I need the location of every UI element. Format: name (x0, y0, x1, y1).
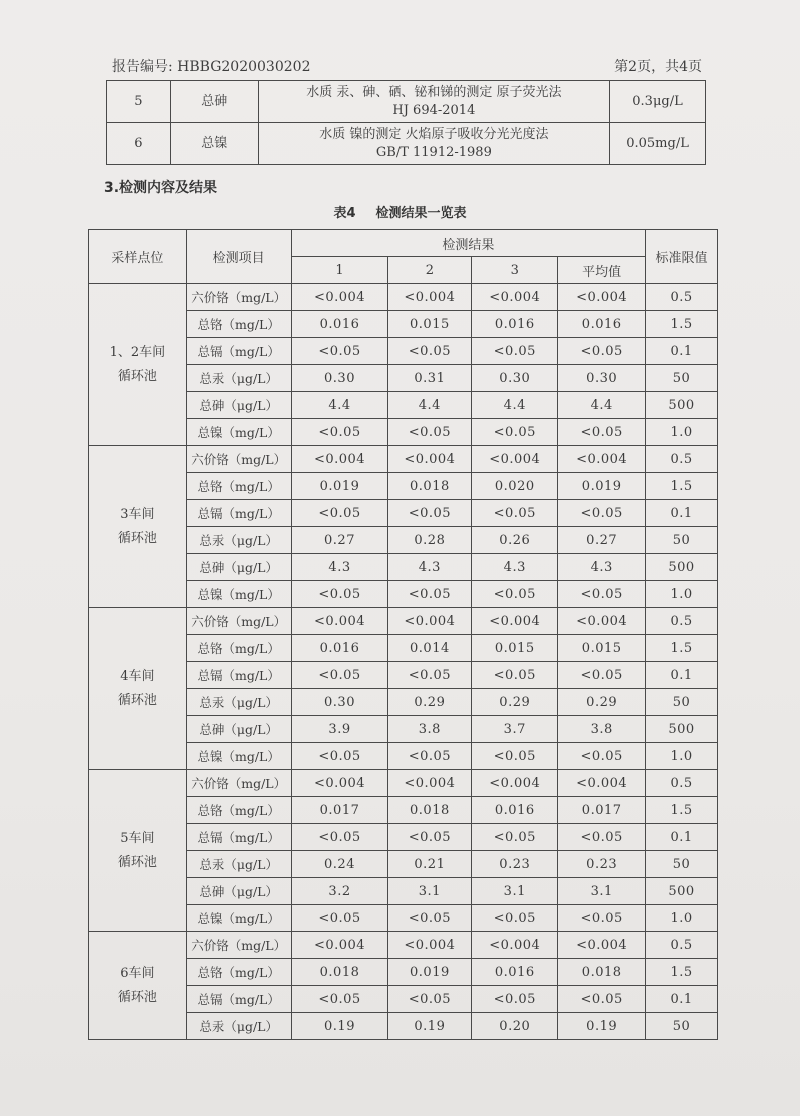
result-2: <0.05 (388, 905, 472, 932)
method-code: HJ 694-2014 (392, 102, 476, 118)
standard-limit: 500 (646, 878, 718, 905)
standard-limit: 500 (646, 392, 718, 419)
test-item: 总镍（mg/L） (186, 743, 291, 770)
test-item: 总铬（mg/L） (186, 311, 291, 338)
result-1: 0.016 (291, 311, 388, 338)
result-3: 0.26 (472, 527, 558, 554)
standard-limit: 1.0 (646, 419, 718, 446)
result-average: 3.8 (558, 716, 646, 743)
test-item: 总汞（μg/L） (186, 527, 291, 554)
test-item: 总镍（mg/L） (186, 905, 291, 932)
result-2: <0.05 (388, 419, 472, 446)
result-2: <0.05 (388, 743, 472, 770)
test-item: 六价铬（mg/L） (186, 446, 291, 473)
result-3: 0.016 (472, 797, 558, 824)
section-title: 3.检测内容及结果 (104, 180, 218, 196)
test-item: 总镉（mg/L） (186, 338, 291, 365)
result-average: <0.05 (558, 500, 646, 527)
standard-limit: 50 (646, 689, 718, 716)
result-average: 0.23 (558, 851, 646, 878)
standard-limit: 1.5 (646, 473, 718, 500)
table-caption (0, 202, 800, 221)
result-1: 3.2 (291, 878, 388, 905)
test-item: 总铬（mg/L） (186, 635, 291, 662)
result-2: 4.3 (388, 554, 472, 581)
table-row (89, 608, 718, 635)
result-3: <0.05 (472, 500, 558, 527)
result-1: <0.004 (291, 932, 388, 959)
test-item: 六价铬（mg/L） (186, 770, 291, 797)
result-2: 4.4 (388, 392, 472, 419)
result-1: <0.05 (291, 905, 388, 932)
result-3: <0.05 (472, 419, 558, 446)
result-2: 3.1 (388, 878, 472, 905)
result-3: 4.3 (472, 554, 558, 581)
method-detection-limit: 0.3μg/L (610, 81, 706, 123)
result-1: <0.05 (291, 419, 388, 446)
result-1: 0.30 (291, 365, 388, 392)
result-3: 0.015 (472, 635, 558, 662)
result-average: <0.05 (558, 905, 646, 932)
result-3: 0.020 (472, 473, 558, 500)
result-1: <0.05 (291, 743, 388, 770)
sampling-site-name: 6车间 (120, 965, 155, 981)
result-average: <0.004 (558, 284, 646, 311)
test-item: 总铬（mg/L） (186, 959, 291, 986)
sampling-site-name: 5车间 (120, 830, 155, 846)
standard-limit: 0.5 (646, 932, 718, 959)
test-item: 总汞（μg/L） (186, 689, 291, 716)
sampling-site (89, 770, 187, 932)
result-1: 4.3 (291, 554, 388, 581)
method-item: 总镍 (170, 123, 258, 165)
standard-limit: 1.5 (646, 797, 718, 824)
test-item: 总镍（mg/L） (186, 419, 291, 446)
result-3: <0.05 (472, 743, 558, 770)
sampling-site (89, 608, 187, 770)
column-header-average: 平均值 (558, 257, 646, 284)
sampling-site-type: 循环池 (117, 530, 157, 546)
sampling-site-name: 1、2车间 (109, 344, 166, 360)
table-header-row (89, 230, 718, 257)
report-number-label: 报告编号: (112, 59, 173, 75)
column-header-result-3: 3 (472, 257, 558, 284)
standard-limit: 1.0 (646, 743, 718, 770)
result-3: 0.23 (472, 851, 558, 878)
table-caption-title: 检测结果一览表 (375, 206, 467, 221)
result-2: <0.05 (388, 986, 472, 1013)
column-header-item: 检测项目 (186, 230, 291, 284)
standard-limit: 0.1 (646, 500, 718, 527)
result-2: <0.05 (388, 338, 472, 365)
test-item: 总砷（μg/L） (186, 878, 291, 905)
method-standard (258, 81, 609, 123)
test-item: 总汞（μg/L） (186, 1013, 291, 1040)
result-2: <0.05 (388, 500, 472, 527)
test-item: 总砷（μg/L） (186, 716, 291, 743)
result-2: <0.004 (388, 446, 472, 473)
standard-limit: 50 (646, 527, 718, 554)
result-average: 0.27 (558, 527, 646, 554)
sampling-site-type: 循环池 (117, 989, 157, 1005)
sampling-site-type: 循环池 (117, 368, 157, 384)
sampling-site (89, 446, 187, 608)
result-average: <0.05 (558, 662, 646, 689)
result-average: <0.05 (558, 743, 646, 770)
test-item: 总镉（mg/L） (186, 500, 291, 527)
result-3: <0.004 (472, 770, 558, 797)
result-3: <0.05 (472, 824, 558, 851)
result-3: 0.016 (472, 959, 558, 986)
result-1: <0.004 (291, 770, 388, 797)
result-average: 4.3 (558, 554, 646, 581)
standard-limit: 50 (646, 1013, 718, 1040)
standard-limit: 1.5 (646, 635, 718, 662)
result-average: <0.05 (558, 419, 646, 446)
result-3: 0.20 (472, 1013, 558, 1040)
result-average: 3.1 (558, 878, 646, 905)
method-no: 6 (107, 123, 171, 165)
result-1: 0.30 (291, 689, 388, 716)
methods-table (106, 80, 706, 165)
result-3: <0.004 (472, 608, 558, 635)
standard-limit: 0.1 (646, 824, 718, 851)
table-row (89, 770, 718, 797)
test-item: 总铬（mg/L） (186, 473, 291, 500)
result-2: 0.19 (388, 1013, 472, 1040)
result-2: 0.018 (388, 473, 472, 500)
result-average: <0.004 (558, 608, 646, 635)
result-1: <0.004 (291, 446, 388, 473)
standard-limit: 1.0 (646, 581, 718, 608)
result-1: <0.05 (291, 986, 388, 1013)
result-3: <0.004 (472, 932, 558, 959)
result-average: 4.4 (558, 392, 646, 419)
method-item: 总砷 (170, 81, 258, 123)
method-detection-limit: 0.05mg/L (610, 123, 706, 165)
column-header-result-2: 2 (388, 257, 472, 284)
column-header-site: 采样点位 (89, 230, 187, 284)
result-2: 0.29 (388, 689, 472, 716)
result-3: <0.05 (472, 986, 558, 1013)
table-row (107, 81, 706, 123)
result-2: <0.004 (388, 932, 472, 959)
table-row (107, 123, 706, 165)
column-header-result-1: 1 (291, 257, 388, 284)
result-average: 0.19 (558, 1013, 646, 1040)
standard-limit: 1.5 (646, 959, 718, 986)
standard-limit: 0.5 (646, 446, 718, 473)
result-3: <0.05 (472, 662, 558, 689)
result-average: 0.30 (558, 365, 646, 392)
column-header-limit: 标准限值 (646, 230, 718, 284)
table-row (89, 932, 718, 959)
result-1: <0.05 (291, 662, 388, 689)
result-2: <0.004 (388, 608, 472, 635)
report-number-value: HBBG2020030202 (177, 59, 311, 75)
result-1: 3.9 (291, 716, 388, 743)
result-3: 3.7 (472, 716, 558, 743)
standard-limit: 0.1 (646, 986, 718, 1013)
test-item: 总镉（mg/L） (186, 824, 291, 851)
method-code: GB/T 11912-1989 (375, 144, 492, 160)
standard-limit: 50 (646, 851, 718, 878)
result-average: 0.016 (558, 311, 646, 338)
result-1: 0.19 (291, 1013, 388, 1040)
result-3: <0.004 (472, 284, 558, 311)
result-2: 0.21 (388, 851, 472, 878)
result-1: <0.004 (291, 284, 388, 311)
sampling-site (89, 932, 187, 1040)
standard-limit: 1.5 (646, 311, 718, 338)
results-table (88, 229, 718, 1040)
report-number (112, 56, 310, 76)
result-average: 0.018 (558, 959, 646, 986)
test-item: 总砷（μg/L） (186, 554, 291, 581)
method-standard (258, 123, 609, 165)
result-1: 4.4 (291, 392, 388, 419)
result-2: 3.8 (388, 716, 472, 743)
result-1: <0.05 (291, 500, 388, 527)
result-2: <0.05 (388, 662, 472, 689)
result-1: 0.017 (291, 797, 388, 824)
result-2: <0.05 (388, 824, 472, 851)
sampling-site-name: 4车间 (120, 668, 155, 684)
test-item: 六价铬（mg/L） (186, 284, 291, 311)
table-row (89, 446, 718, 473)
standard-limit: 500 (646, 716, 718, 743)
result-3: <0.004 (472, 446, 558, 473)
sampling-site-type: 循环池 (117, 692, 157, 708)
column-header-results: 检测结果 (291, 230, 646, 257)
standard-limit: 0.1 (646, 662, 718, 689)
test-item: 总镉（mg/L） (186, 662, 291, 689)
standard-limit: 1.0 (646, 905, 718, 932)
test-item: 总镉（mg/L） (186, 986, 291, 1013)
result-2: <0.004 (388, 770, 472, 797)
test-item: 总汞（μg/L） (186, 365, 291, 392)
result-average: <0.05 (558, 338, 646, 365)
result-2: 0.019 (388, 959, 472, 986)
result-average: <0.004 (558, 770, 646, 797)
result-3: <0.05 (472, 338, 558, 365)
result-2: 0.018 (388, 797, 472, 824)
result-3: <0.05 (472, 581, 558, 608)
table-row (89, 284, 718, 311)
result-3: 0.29 (472, 689, 558, 716)
standard-limit: 0.5 (646, 608, 718, 635)
test-item: 六价铬（mg/L） (186, 608, 291, 635)
standard-limit: 500 (646, 554, 718, 581)
sampling-site-name: 3车间 (120, 506, 155, 522)
test-item: 总镍（mg/L） (186, 581, 291, 608)
standard-limit: 50 (646, 365, 718, 392)
result-3: 3.1 (472, 878, 558, 905)
result-3: <0.05 (472, 905, 558, 932)
result-average: 0.017 (558, 797, 646, 824)
test-item: 六价铬（mg/L） (186, 932, 291, 959)
sampling-site-type: 循环池 (117, 854, 157, 870)
standard-limit: 0.1 (646, 338, 718, 365)
result-1: 0.019 (291, 473, 388, 500)
result-1: 0.27 (291, 527, 388, 554)
method-no: 5 (107, 81, 171, 123)
result-3: 0.016 (472, 311, 558, 338)
result-1: <0.004 (291, 608, 388, 635)
standard-limit: 0.5 (646, 770, 718, 797)
result-2: 0.28 (388, 527, 472, 554)
result-average: <0.004 (558, 932, 646, 959)
result-average: 0.019 (558, 473, 646, 500)
page-info: 第2页，共4页 (614, 59, 702, 75)
result-average: <0.05 (558, 986, 646, 1013)
test-item: 总汞（μg/L） (186, 851, 291, 878)
result-average: <0.004 (558, 446, 646, 473)
result-average: 0.29 (558, 689, 646, 716)
result-3: 0.30 (472, 365, 558, 392)
test-item: 总砷（μg/L） (186, 392, 291, 419)
result-average: <0.05 (558, 581, 646, 608)
test-item: 总铬（mg/L） (186, 797, 291, 824)
standard-limit: 0.5 (646, 284, 718, 311)
table-caption-number: 表4 (333, 206, 356, 221)
result-2: 0.31 (388, 365, 472, 392)
result-3: 4.4 (472, 392, 558, 419)
method-name: 水质 镍的测定 火焰原子吸收分光光度法 (319, 126, 549, 142)
result-1: <0.05 (291, 581, 388, 608)
result-2: 0.014 (388, 635, 472, 662)
result-1: 0.018 (291, 959, 388, 986)
result-average: <0.05 (558, 824, 646, 851)
result-2: <0.004 (388, 284, 472, 311)
sampling-site (89, 284, 187, 446)
result-2: 0.015 (388, 311, 472, 338)
result-1: <0.05 (291, 338, 388, 365)
result-average: 0.015 (558, 635, 646, 662)
result-1: 0.016 (291, 635, 388, 662)
result-1: <0.05 (291, 824, 388, 851)
result-1: 0.24 (291, 851, 388, 878)
method-name: 水质 汞、砷、硒、铋和锑的测定 原子荧光法 (306, 84, 562, 100)
result-2: <0.05 (388, 581, 472, 608)
